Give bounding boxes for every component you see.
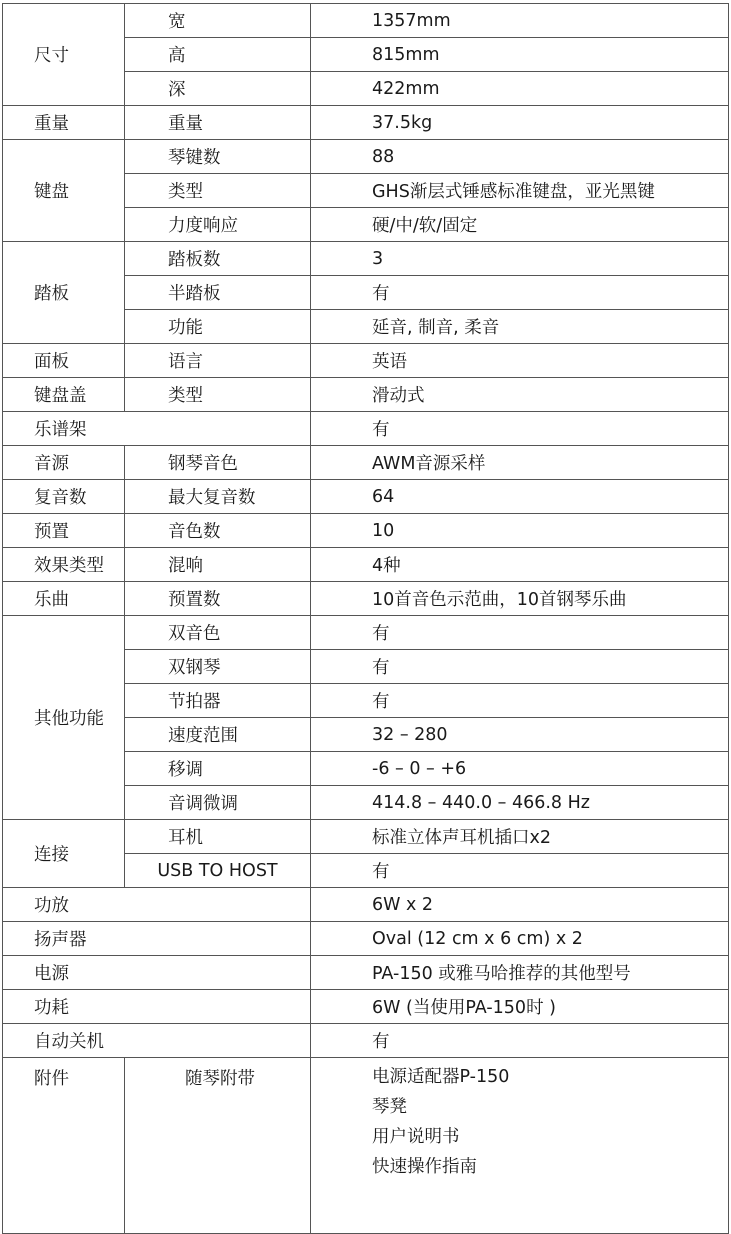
value-preset-songs: 10首音色示范曲，10首钢琴乐曲 — [311, 582, 729, 616]
category-pedal: 踏板 — [3, 242, 125, 344]
value-max-polyphony: 64 — [311, 480, 729, 514]
attr-height: 高 — [125, 38, 311, 72]
attr-tempo: 速度范围 — [125, 718, 311, 752]
table-row — [3, 446, 729, 480]
attr-pedal-count: 踏板数 — [125, 242, 311, 276]
value-metronome: 有 — [311, 684, 729, 718]
attr-headphones: 耳机 — [125, 820, 311, 854]
category-consumption: 功耗 — [3, 990, 311, 1024]
attr-keyboard-type: 类型 — [125, 174, 311, 208]
value-voice-count: 10 — [311, 514, 729, 548]
value-height: 815mm — [311, 38, 729, 72]
table-row — [3, 242, 729, 276]
attr-dual: 双音色 — [125, 616, 311, 650]
attr-depth: 深 — [125, 72, 311, 106]
value-pedal-function: 延音, 制音, 柔音 — [311, 310, 729, 344]
attr-included: 随琴附带 — [125, 1058, 311, 1234]
value-consumption: 6W (当使用PA-150时 ) — [311, 990, 729, 1024]
value-width: 1357mm — [311, 4, 729, 38]
table-row — [3, 582, 729, 616]
value-auto-off: 有 — [311, 1024, 729, 1058]
value-music-rest: 有 — [311, 412, 729, 446]
value-power: PA-150 或雅马哈推荐的其他型号 — [311, 956, 729, 990]
attr-weight: 重量 — [125, 106, 311, 140]
attr-language: 语言 — [125, 344, 311, 378]
attr-duo: 双钢琴 — [125, 650, 311, 684]
attr-keys: 琴键数 — [125, 140, 311, 174]
value-keyboard-type: GHS渐层式锤感标准键盘，亚光黑键 — [311, 174, 729, 208]
attr-reverb: 混响 — [125, 548, 311, 582]
value-usb: 有 — [311, 854, 729, 888]
category-panel: 面板 — [3, 344, 125, 378]
table-row — [3, 956, 729, 990]
table-row — [3, 514, 729, 548]
value-dual: 有 — [311, 616, 729, 650]
attr-preset-songs: 预置数 — [125, 582, 311, 616]
table-row — [3, 140, 729, 174]
category-size: 尺寸 — [3, 4, 125, 106]
category-accessories: 附件 — [3, 1058, 125, 1234]
value-headphones: 标准立体声耳机插口x2 — [311, 820, 729, 854]
attr-max-polyphony: 最大复音数 — [125, 480, 311, 514]
attr-transpose: 移调 — [125, 752, 311, 786]
value-pedal-count: 3 — [311, 242, 729, 276]
category-cover: 键盘盖 — [3, 378, 125, 412]
accessory-item: 琴凳 — [372, 1097, 407, 1117]
category-speakers: 扬声器 — [3, 922, 311, 956]
category-connect: 连接 — [3, 820, 125, 888]
accessory-item: 用户说明书 — [372, 1127, 460, 1147]
table-row — [3, 1058, 729, 1234]
attr-pedal-function: 功能 — [125, 310, 311, 344]
value-piano-voice: AWM音源采样 — [311, 446, 729, 480]
table-row — [3, 480, 729, 514]
category-power: 电源 — [3, 956, 311, 990]
category-amplifier: 功放 — [3, 888, 311, 922]
table-row — [3, 990, 729, 1024]
table-row — [3, 344, 729, 378]
category-weight: 重量 — [3, 106, 125, 140]
value-half-pedal: 有 — [311, 276, 729, 310]
category-music-rest: 乐谱架 — [3, 412, 311, 446]
table-row — [3, 1024, 729, 1058]
value-touch: 硬/中/软/固定 — [311, 208, 729, 242]
accessory-item: 快速操作指南 — [372, 1157, 477, 1177]
category-songs: 乐曲 — [3, 582, 125, 616]
attr-width: 宽 — [125, 4, 311, 38]
attr-tuning: 音调微调 — [125, 786, 311, 820]
value-depth: 422mm — [311, 72, 729, 106]
value-amplifier: 6W x 2 — [311, 888, 729, 922]
table-row — [3, 4, 729, 38]
value-reverb: 4种 — [311, 548, 729, 582]
category-polyphony: 复音数 — [3, 480, 125, 514]
table-row — [3, 548, 729, 582]
attr-voice-count: 音色数 — [125, 514, 311, 548]
value-cover-type: 滑动式 — [311, 378, 729, 412]
value-speakers: Oval (12 cm x 6 cm) x 2 — [311, 922, 729, 956]
category-keyboard: 键盘 — [3, 140, 125, 242]
attr-metronome: 节拍器 — [125, 684, 311, 718]
category-other: 其他功能 — [3, 616, 125, 820]
table-row — [3, 412, 729, 446]
value-weight: 37.5kg — [311, 106, 729, 140]
accessories-list — [311, 1058, 729, 1234]
spec-table — [2, 3, 729, 1234]
category-tone-source: 音源 — [3, 446, 125, 480]
value-tempo: 32 – 280 — [311, 718, 729, 752]
value-duo: 有 — [311, 650, 729, 684]
attr-half-pedal: 半踏板 — [125, 276, 311, 310]
table-row — [3, 106, 729, 140]
attr-usb: USB TO HOST — [125, 854, 311, 888]
attr-piano-voice: 钢琴音色 — [125, 446, 311, 480]
category-auto-off: 自动关机 — [3, 1024, 311, 1058]
table-row — [3, 888, 729, 922]
attr-touch: 力度响应 — [125, 208, 311, 242]
value-keys: 88 — [311, 140, 729, 174]
table-row — [3, 922, 729, 956]
category-effects: 效果类型 — [3, 548, 125, 582]
value-transpose: -6 – 0 – +6 — [311, 752, 729, 786]
value-tuning: 414.8 – 440.0 – 466.8 Hz — [311, 786, 729, 820]
table-row — [3, 616, 729, 650]
table-row — [3, 820, 729, 854]
attr-cover-type: 类型 — [125, 378, 311, 412]
value-language: 英语 — [311, 344, 729, 378]
accessory-item: 电源适配器P-150 — [372, 1067, 510, 1087]
table-row — [3, 378, 729, 412]
category-preset: 预置 — [3, 514, 125, 548]
